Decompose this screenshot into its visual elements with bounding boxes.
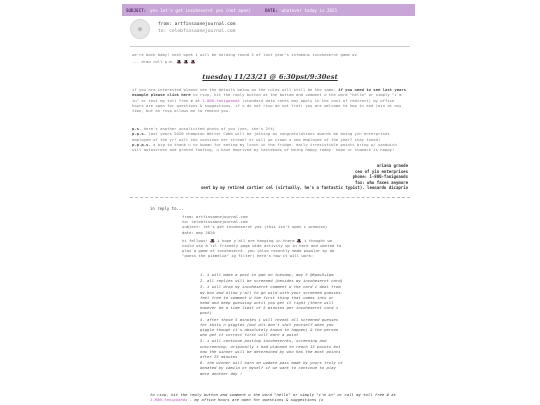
para1-d: (standard data rates may apply in the cost of redirect) my office hours are open for questions & suggestions. if u do not rsvp do not fret! you are welcome to hop in and join at any time, but an rsvp allows me to remind you. [132, 97, 402, 114]
ps-label: p.s. [132, 126, 142, 131]
pps-label: p.p.s. [132, 131, 147, 137]
intro-text [132, 52, 408, 65]
sender-block [130, 19, 410, 43]
signature-line: fax: who faxes anymore [355, 179, 408, 185]
para1-a: if you are interested please see the details below on the rules will still be the same. [132, 87, 336, 92]
bottom-rsvp-text [150, 392, 402, 402]
list-item: 1. i will make a post in gab on tuesday, may 5 @6pm+9+1pm [200, 272, 334, 277]
avatar [130, 19, 150, 39]
sender-to: to: celebfinsaanejournal.com [158, 29, 236, 34]
reply-label: in reply to... [150, 206, 184, 211]
list-item: 4. after those 5 minutes i will reveal all screened guesses for shits n giggles (but pls don't shit yourself when you giggle though it's absolutely known to happen) & the person who got it correct first will earn a point [200, 316, 339, 338]
signature-line: phone: 1-800-fanigoands [352, 174, 408, 179]
list-item: 3. i will drop my incohesernt comment w the card i deal from my box and allow y'all to go wild with your screened guesses. feel free to comment w the first thing that comes into ur head and keep guessing until you get it right (there will however be a time limit of 5 minutes per incohesernt card i post) [200, 284, 343, 316]
avatar-placeholder-icon: ● [137, 25, 143, 33]
subject-value: yes let's get incohesernt yes (not open) [150, 7, 252, 13]
ps-text: here's another unsolicited photo of you (yes, she's 2ft) [143, 126, 275, 131]
hat-emoji-icons: 🎩 🎩 🎩 [176, 59, 196, 65]
postscripts [132, 126, 408, 152]
subject-label: SUBJECT: [126, 7, 147, 13]
ppps-text: a big to thank u to kwoan for eating my lunch in the fridge. daily irresistible points bring w/ sandwich will autoscreen and grated footing, u have deprived my tastebuds of being happy today. hope ur stomach is happy! [132, 141, 397, 153]
quote-subject: subject: let's get incohesernt yes (this isn't open i promise) [182, 224, 328, 230]
ppps-label: p.p.p.s. [132, 141, 151, 147]
sender-from: from: artfinsaanejournal.com [158, 22, 236, 27]
quote-date: date: may 2020 [182, 229, 215, 235]
phone-link[interactable]: 1-800-fanigoands [202, 97, 240, 103]
list-item: 6. the winner will earn an update pass made by yours truly or donated by camila or myself if we want to continue to play more another day ! [200, 360, 343, 376]
signature-block [132, 163, 408, 191]
signature-line: ariana grande [376, 163, 408, 168]
quote-body: hi fellows! 🎩 i hope y'all are hanging in there 🎩 i thought we could use a lil friendly page wide activity up in here and wanted to play a game of incohesernt. you (also recently made popular by da "guess the pikmelia" ig filter) here's how it will work: [182, 237, 342, 259]
example-link[interactable]: if you need to see last years example please click here [132, 87, 407, 98]
bottom-a: to rsvp, hit the reply button and comment w the word "hello" or simply "i'm in" or call my toll free # at [150, 392, 396, 397]
bottom-phone-link[interactable]: 1-800-fanigoands [150, 397, 188, 403]
event-time: tuesday 11/23/21 @ 6:30pst/9:30est [202, 73, 338, 81]
pps-text: last years 2020 champion Walter Cobb will be joining as congratulations awards me being yin enterprises employee of the yr! will she continue her streak? or will we crown a new employee of the year? stay tuned! [132, 131, 390, 142]
date-value: whatever today is 2021 [281, 7, 338, 13]
rules-paragraph [132, 87, 408, 113]
intro-line: we're back baby! next week i will be holding round 2 of last year's infamous incohesernt game ov [132, 52, 357, 57]
intro-line-2: ... draw roll p.m. [132, 59, 175, 65]
email-header-bar [122, 4, 415, 16]
list-item: 2. all replies will be screened (besides my incohesernt card) [200, 278, 343, 284]
signature-line: sent by my retired cartier cel (virtually, he's a fantastic typist). leonardo dicaprio [200, 185, 408, 190]
date-label: DATE: [265, 7, 278, 13]
divider [130, 46, 410, 47]
reply-divider [130, 197, 410, 198]
quote-to: to: celebfinsaanejournal.com [182, 219, 248, 225]
quote-from: from: artfinsaanejournal.com [182, 214, 248, 219]
bottom-b: . my office hours are open for questions & suggestions (x [189, 397, 324, 403]
quoted-email [182, 214, 342, 259]
list-item: 5. i will continue posting incohesernts, screening and unscreening. originally i had planned to reach 15 points but now the winner will be determined by who has the most points after 25 minutes [200, 338, 341, 360]
rules-list [200, 272, 344, 377]
signature-line: ceo of yin enterprises [355, 168, 408, 174]
para1-c: to rsvp, hit the reply button at the bottom and comment w the word "hello" or simply "i'm in" or text my toll free # at [132, 92, 402, 103]
